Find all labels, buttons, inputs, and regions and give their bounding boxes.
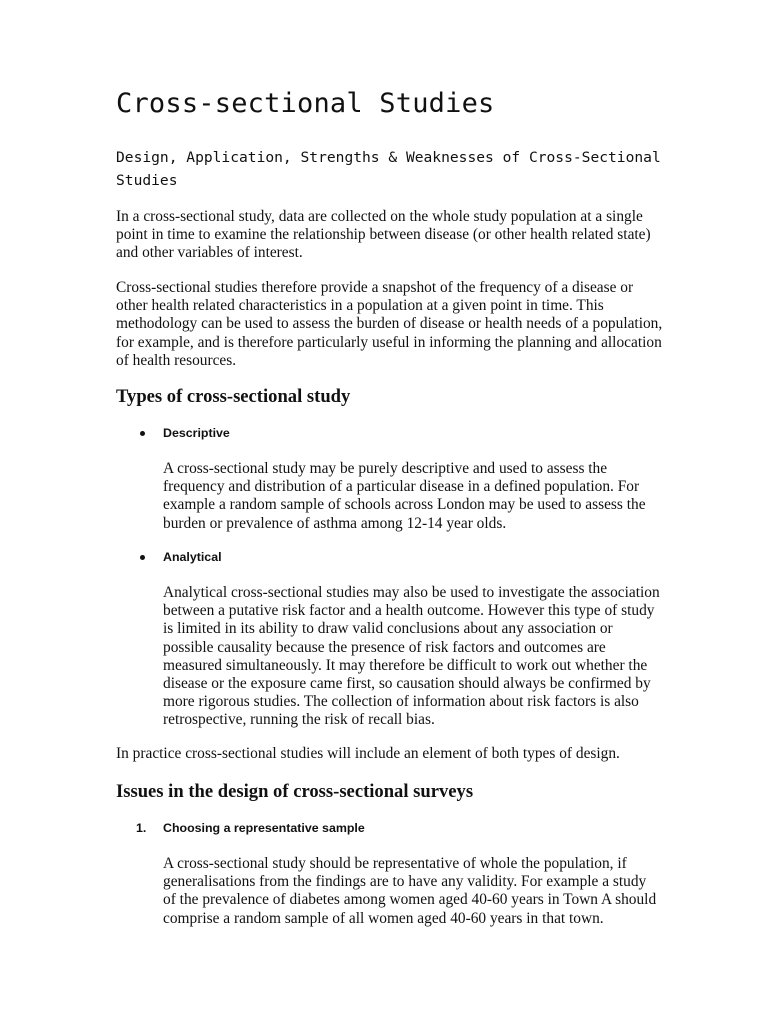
bullet-icon xyxy=(140,431,145,436)
types-heading: Types of cross-sectional study xyxy=(116,386,351,407)
list-number: 1. xyxy=(136,821,147,835)
issues-heading: Issues in the design of cross-sectional surveys xyxy=(116,781,474,802)
representative-sample-paragraph: A cross-sectional study should be representative of whole the population, if generalisations from the findings are to have any validity. For example a study of the prevalence of diabetes among women aged 40-60 years in Town A should comprise a random sample of all women aged 40-60 years in that town. xyxy=(163,855,657,927)
document-title: Cross-sectional Studies xyxy=(116,88,495,119)
summary-paragraph: In practice cross-sectional studies will include an element of both types of design. xyxy=(116,745,620,762)
analytical-label: Analytical xyxy=(163,550,222,564)
analytical-paragraph: Analytical cross-sectional studies may also be used to investigate the association between a putative risk factor and a health outcome. However this type of study is limited in its ability to draw valid conclusions about any association or possible causality because the presence of risk factors and outcomes are measured simultaneously. It may therefore be difficult to work out whether the disease or the exposure came first, so causation should always be confirmed by more rigorous studies. The collection of information about risk factors is also retrospective, running the risk of recall bias. xyxy=(163,584,660,729)
descriptive-paragraph: A cross-sectional study may be purely descriptive and used to assess the frequency and distribution of a particular disease in a defined population. For example a random sample of schools across London may be used to assess the burden or prevalence of asthma among 12-14 year olds. xyxy=(163,460,646,532)
document-subtitle: Design, Application, Strengths & Weaknesses of Cross-Sectional Studies xyxy=(116,149,661,189)
descriptive-label: Descriptive xyxy=(163,426,230,440)
representative-sample-label: Choosing a representative sample xyxy=(163,821,365,835)
intro-paragraph: In a cross-sectional study, data are collected on the whole study population at a single point in time to examine the relationship between disease (or other health related state) and other variables of interest. xyxy=(116,208,651,262)
bullet-icon xyxy=(140,555,145,560)
snapshot-paragraph: Cross-sectional studies therefore provide a snapshot of the frequency of a disease or other health related characteristics in a population at a given point in time. This methodology can be used to assess the burden of disease or health needs of a population, for example, and is therefore particularly useful in informing the planning and allocation of health resources. xyxy=(116,279,663,369)
